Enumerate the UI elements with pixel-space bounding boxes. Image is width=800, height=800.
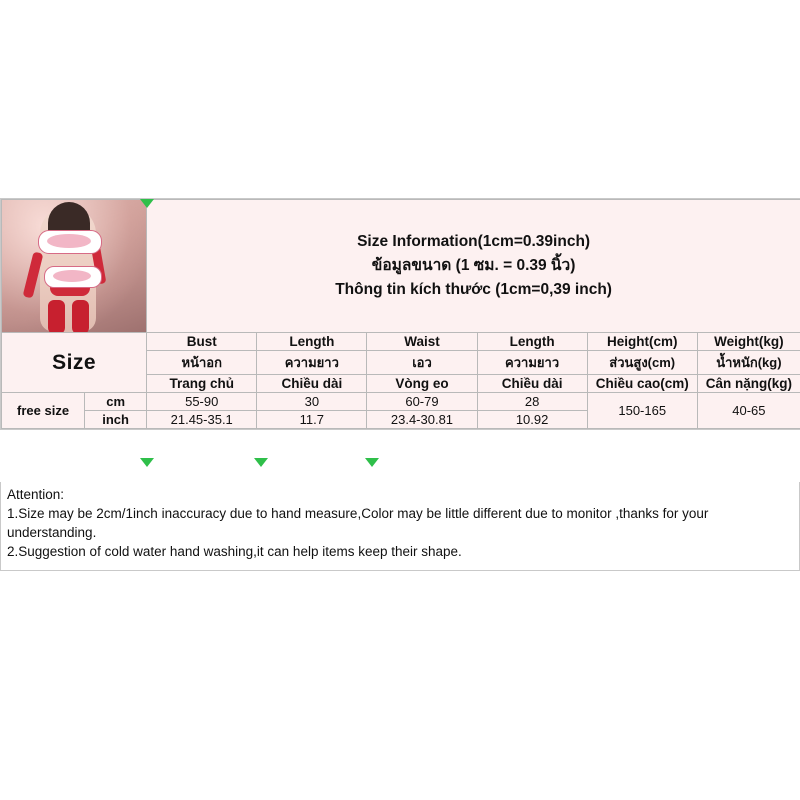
header-length1-th: ความยาว [257,351,367,375]
header-length1-vi: Chiều dài [257,375,367,393]
photo-censor-bar-upper [38,230,102,254]
attention-notes [0,482,800,571]
title-line-english: Size Information(1cm=0.39inch) [357,232,591,250]
size-chart-container [0,198,800,430]
attention-heading: Attention: [7,487,65,502]
unit-cm: cm [85,393,147,411]
green-marker-icon-top [140,199,154,208]
value-waist-inch: 23.4-30.81 [367,411,477,429]
table-row-cm [2,393,800,411]
header-waist-en: Waist [367,333,477,351]
green-marker-icon-right [365,458,379,467]
value-length1-inch: 11.7 [257,411,367,429]
table-row-header-english [2,333,800,351]
header-height-en: Height(cm) [587,333,697,351]
value-bust-inch: 21.45-35.1 [147,411,257,429]
attention-line-2: 2.Suggestion of cold water hand washing,it can help items keep their shape. [7,543,462,559]
header-length2-vi: Chiều dài [477,375,587,393]
header-weight-en: Weight(kg) [697,333,800,351]
title-cell [147,200,800,333]
photo-censor-bar-lower [44,266,102,288]
header-waist-vi: Vòng eo [367,375,477,393]
photo-red-stocking-left [48,300,65,333]
title-line-thai: ข้อมูลขนาด (1 ซม. = 0.39 นิ้ว) [371,256,576,274]
size-information-table [1,199,800,429]
value-waist-cm: 60-79 [367,393,477,411]
table-row-title [2,200,800,333]
green-marker-icon-left [140,458,154,467]
size-label-cell: Size [2,333,147,393]
header-waist-th: เอว [367,351,477,375]
green-marker-icon-middle [254,458,268,467]
header-length2-en: Length [477,333,587,351]
product-photo-cell [2,200,147,333]
header-height-th: ส่วนสูง(cm) [587,351,697,375]
header-bust-th: หน้าอก [147,351,257,375]
value-height: 150-165 [587,393,697,429]
header-weight-th: น้ำหนัก(kg) [697,351,800,375]
header-bust-en: Bust [147,333,257,351]
unit-inch: inch [85,411,147,429]
header-weight-vi: Cân nặng(kg) [697,375,800,393]
header-bust-vi: Trang chủ [147,375,257,393]
header-length2-th: ความยาว [477,351,587,375]
attention-line-1-cont: understanding. [7,524,97,540]
value-length2-inch: 10.92 [477,411,587,429]
header-length1-en: Length [257,333,367,351]
value-bust-cm: 55-90 [147,393,257,411]
photo-red-stocking-right [72,300,89,333]
header-height-vi: Chiều cao(cm) [587,375,697,393]
attention-line-1: 1.Size may be 2cm/1inch inaccuracy due to hand measure,Color may be little different due to monitor ,thanks for your [7,505,709,521]
value-length2-cm: 28 [477,393,587,411]
value-weight: 40-65 [697,393,800,429]
model-photo [2,200,146,332]
value-length1-cm: 30 [257,393,367,411]
row-label-free-size: free size [2,393,85,429]
title-line-vietnamese: Thông tin kích thước (1cm=0,39 inch) [335,281,612,298]
